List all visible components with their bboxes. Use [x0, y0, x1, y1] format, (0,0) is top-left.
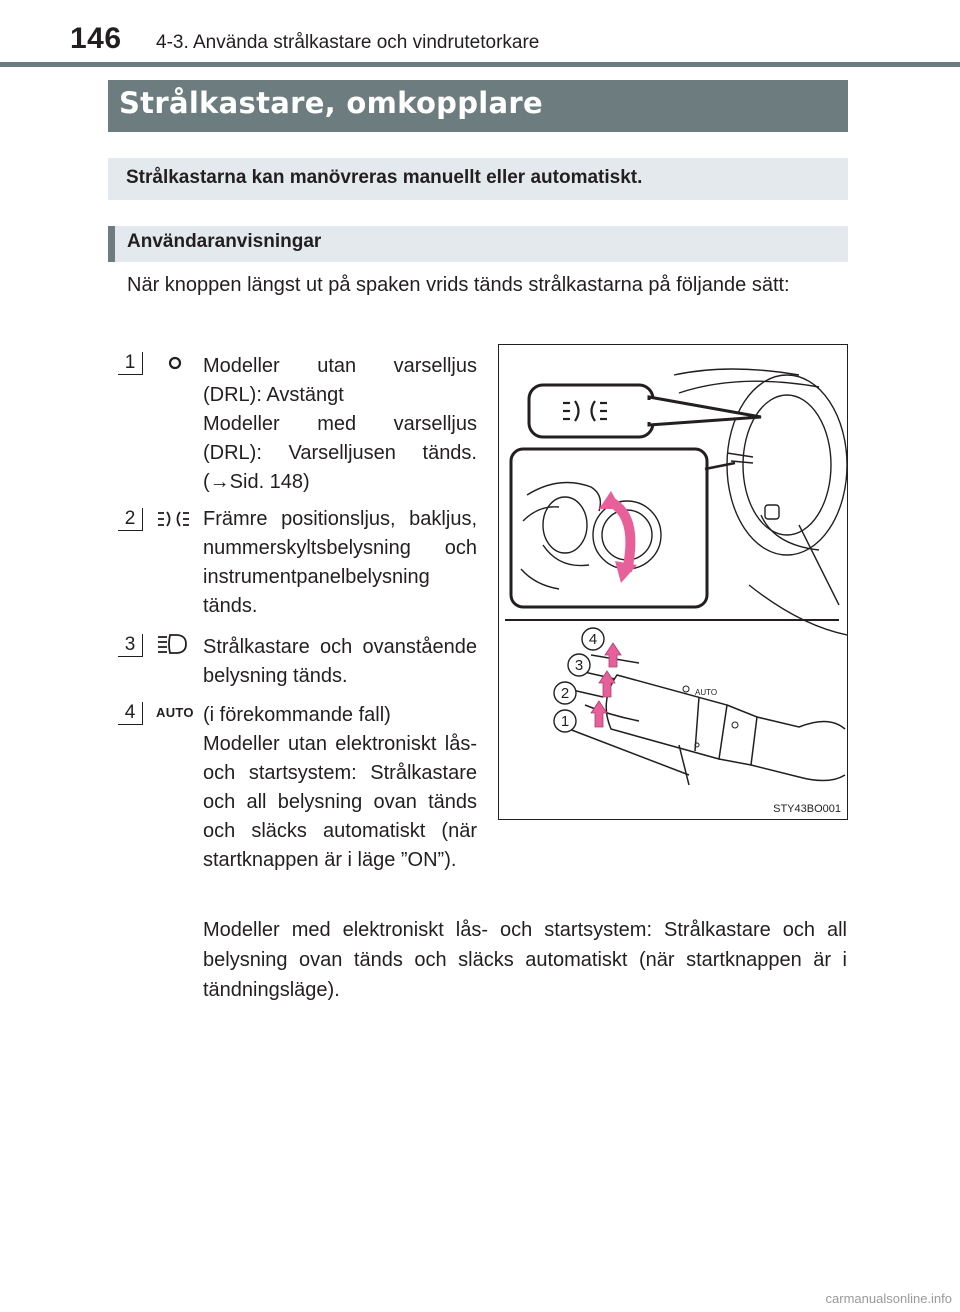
figure-illustration	[499, 345, 847, 819]
intro-text: Strålkastarna kan manövreras manuellt eller automatiskt.	[126, 167, 643, 188]
item-text-1	[203, 352, 477, 497]
subsection-title: Användaranvisningar	[127, 231, 322, 252]
item-number-1: 1	[118, 352, 143, 375]
off-circle-icon	[156, 352, 194, 376]
item-1-paragraph-1: Modeller utan varselljus (DRL): Avstängt	[203, 355, 477, 406]
auto-icon-label: AUTO	[156, 705, 194, 720]
figure-code: STY43BO001	[773, 803, 841, 815]
headlight-switch-figure	[498, 344, 848, 820]
section-title: Strålkastare, omkopplare	[119, 86, 543, 120]
headlight-icon	[156, 632, 194, 656]
callout-4: 4	[588, 631, 598, 648]
callout-2: 2	[560, 685, 570, 702]
item-number-4: 4	[118, 702, 143, 725]
footer-watermark[interactable]: carmanualsonline.info	[825, 1291, 952, 1306]
header-rule	[0, 62, 960, 67]
callout-1: 1	[560, 713, 570, 730]
position-lights-icon	[156, 507, 194, 531]
item-number-3: 3	[118, 634, 143, 657]
item-text-4	[203, 701, 477, 875]
item-text-3	[203, 633, 477, 691]
item-number-2: 2	[118, 508, 143, 531]
lever-auto-label: AUTO	[695, 688, 718, 697]
item-2-paragraph-1: Främre positionsljus, bakljus, nummerskyltsbelysning och instrumentpanelbelysning tänds.	[203, 508, 477, 617]
intro-box	[108, 158, 848, 200]
chapter-title: 4-3. Använda strålkastare och vindrutetorkare	[156, 32, 540, 53]
auto-text-icon	[156, 704, 194, 728]
subsection-heading	[108, 226, 848, 262]
lead-paragraph: När knoppen längst ut på spaken vrids tänds strålkastarna på följande sätt:	[127, 274, 790, 296]
subsection-accent-bar	[108, 226, 115, 262]
section-banner	[108, 80, 848, 132]
item-text-2	[203, 505, 477, 621]
trailing-paragraph: Modeller med elektroniskt lås- och startsystem: Strålkastare och all belysning ovan tänds och släcks automatiskt (när startknappen är i tändningsläge).	[203, 919, 847, 1001]
page-number: 146	[70, 22, 122, 55]
item-4-paragraph-1: (i förekommande fall)	[203, 704, 391, 726]
item-1-paragraph-2: Modeller med varselljus (DRL): Varselljusen tänds. (→Sid. 148)	[203, 413, 477, 493]
item-3-paragraph-1: Strålkastare och ovanstående belysning tänds.	[203, 636, 477, 687]
callout-3: 3	[574, 657, 584, 674]
item-4-paragraph-2: Modeller utan elektroniskt lås- och startsystem: Strålkastare och all belysning ovan tänds och släcks automatiskt (när startknappen är i läge ”ON”).	[203, 733, 477, 871]
